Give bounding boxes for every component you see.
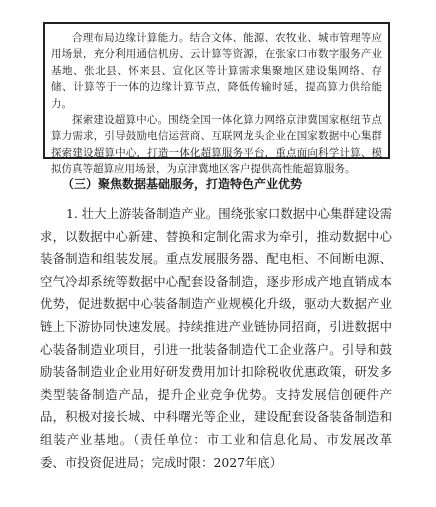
boxed-excerpt <box>43 22 390 176</box>
supercomputing-center-paragraph: 探索建设超算中心。围绕全国一体化算力网络京津冀国家枢纽节点算力需求，引导鼓励电信运营商、互联网龙头企业在国家数据中心集群探索建设超算中心，打造一体化超算服务平台，重点面向科学计算、模拟仿真等超算应用场景，为京津冀地区客户提供高性能超算服务。 <box>51 114 382 176</box>
edge-computing-paragraph: 合理布局边缘计算能力。结合文体、能源、农牧业、城市管理等应用场景，充分利用通信机房、云计算等资源，在张家口市数字服务产业基地、张北县、怀来县、宣化区等计算需求集聚地区建设集网络、存储、计算等于一体的边缘计算节点，降低传输时延，提高算力供给能力。 <box>51 32 382 110</box>
section-heading: （三）聚焦数据基础服务，打造特色产业优势 <box>62 177 303 191</box>
body-text <box>40 203 392 474</box>
upstream-equipment-paragraph: 1. 壮大上游装备制造产业。围绕张家口数据中心集群建设需求，以数据中心新建、替换和定制化需求为牵引，推动数据中心装备制造和组装发展。重点发展服务器、配电柜、不间断电源、空气冷却系统等数据中心配套设备制造，逐步形成产地直销成本优势，促进数据中心装备制造产业规模化升级，驱动大数据产业链上下游协同快速发展。持续推进产业链协同招商，引进数据中心装备制造业项目，引进一批装备制造代工企业落户。引导和鼓励装备制造业企业用好研发费用加计扣除税收优惠政策，研发多类型装备制造产品，提升企业竞争优势。支持发展信创硬件产品，积极对接长城、中科曙光等企业，建设配套设备装备制造和组装产业基地。（责任单位：市工业和信息化局、市发展改革委、市投资促进局；完成时限：2027年底） <box>40 206 392 470</box>
